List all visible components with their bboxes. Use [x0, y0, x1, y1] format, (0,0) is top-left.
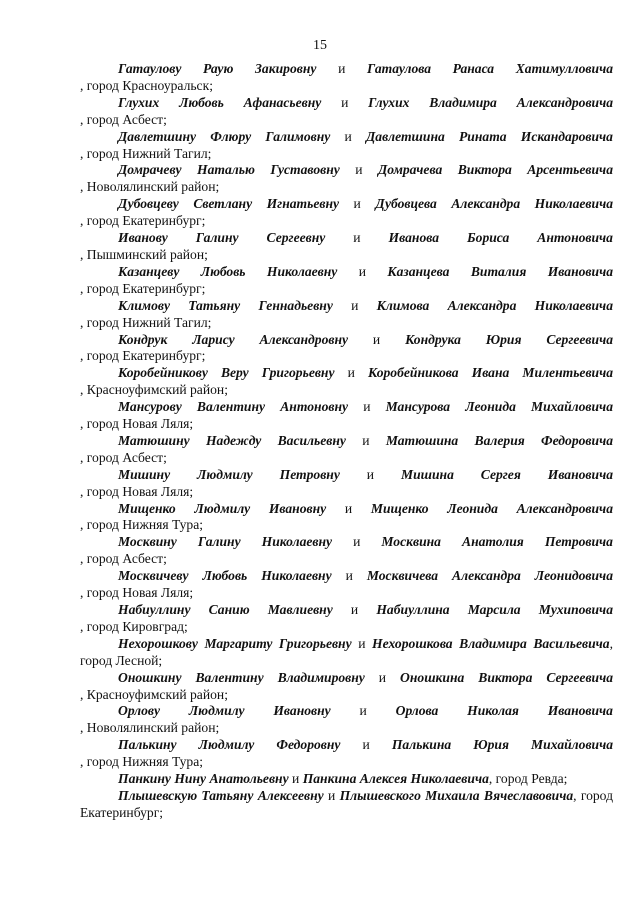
place: , город Нижняя Тура;: [80, 754, 204, 770]
conjunction: и: [332, 297, 377, 313]
list-item: [80, 264, 613, 298]
recipient-name: Гатаулову Раую Закировну: [118, 61, 317, 76]
conjunction: и: [330, 128, 366, 144]
conjunction: и: [331, 568, 367, 584]
place: , Новолялинский район;: [80, 179, 220, 195]
place: , город Новая Ляля;: [80, 585, 194, 601]
list-item: [80, 501, 613, 535]
list-item: [80, 568, 613, 602]
recipient-name: Кондрука Юрия Сергеевича: [405, 331, 613, 347]
conjunction: и: [323, 787, 340, 803]
recipient-name: Иванова Бориса Антоновича: [388, 230, 613, 246]
recipient-name: Коробейникова Ивана Милентьевича: [368, 365, 614, 381]
conjunction: и: [339, 162, 378, 178]
list-item: [80, 602, 613, 636]
list-item: [80, 771, 613, 788]
recipient-name: Москвина Анатолия Петровича: [381, 534, 613, 550]
conjunction: и: [348, 331, 406, 347]
recipient-name: Набиуллина Марсила Мухиповича: [376, 602, 613, 617]
conjunction: и: [332, 534, 382, 550]
recipient-name: Глухих Любовь Афанасьевну: [118, 94, 322, 110]
list-item: [80, 95, 613, 129]
recipient-name: Глухих Владимира Александровича: [368, 94, 614, 110]
recipient-name: Давлетшина Рината Искандаровича: [366, 128, 613, 144]
recipient-name: Мансурову Валентину Антоновну: [118, 399, 349, 415]
recipient-name: Климову Татьяну Геннадьевну: [118, 297, 333, 313]
place: , город Ревда;: [488, 771, 568, 787]
place: , город Новая Ляля;: [80, 416, 194, 432]
list-item: [80, 365, 613, 399]
conjunction: и: [332, 602, 377, 617]
list-item: [80, 162, 613, 196]
recipient-name: Панкину Нину Анатольевну: [118, 771, 289, 787]
recipient-name: Орлову Людмилу Ивановну: [118, 703, 331, 719]
place: , город Новая Ляля;: [80, 483, 194, 499]
conjunction: и: [321, 94, 369, 110]
recipient-name: Казанцева Виталия Ивановича: [387, 263, 613, 279]
place: , город Красноуральск;: [80, 77, 213, 93]
conjunction: и: [326, 500, 371, 516]
recipient-name: Орлова Николая Ивановича: [395, 703, 613, 719]
list-item: [80, 737, 613, 771]
conjunction: и: [316, 61, 367, 76]
list-item: [80, 636, 613, 670]
list-item: [80, 433, 613, 467]
list-item: [80, 534, 613, 568]
place: , город Екатеринбург;: [80, 280, 206, 296]
recipient-name: Домрачева Виктора Арсентьевича: [378, 162, 613, 178]
recipient-name: Мишину Людмилу Петровну: [118, 466, 340, 482]
recipient-name: Мищенко Леонида Александровича: [370, 500, 613, 516]
recipient-name: Давлетшину Флюру Галимовну: [118, 128, 331, 144]
conjunction: и: [345, 432, 386, 448]
recipient-name: Коробейникову Веру Григорьевну: [118, 365, 335, 381]
conjunction: и: [325, 230, 389, 246]
conjunction: и: [351, 635, 373, 651]
recipient-name: Мищенко Людмилу Ивановну: [118, 500, 327, 516]
recipient-name: Палькину Людмилу Федоровну: [118, 737, 341, 753]
recipient-name: Кондрук Ларису Александровну: [118, 331, 349, 347]
list-item: [80, 230, 613, 264]
place: , город Екатеринбург;: [80, 213, 206, 229]
recipient-name: Панкина Алексея Николаевича: [302, 771, 489, 787]
recipient-name: Нехорошкова Владимира Васильевича: [372, 635, 610, 651]
place: , город Асбест;: [80, 111, 167, 127]
recipient-name: Мишина Сергея Ивановича: [401, 466, 614, 482]
place: , город Асбест;: [80, 449, 167, 465]
recipient-name: Мансурова Леонида Михайловича: [385, 399, 613, 415]
recipient-name: Нехорошкову Маргариту Григорьевну: [118, 635, 352, 651]
list-item: [80, 788, 613, 822]
conjunction: и: [330, 703, 396, 719]
recipient-name: Палькина Юрия Михайловича: [391, 737, 614, 753]
place: , город Нижний Тагил;: [80, 314, 212, 330]
list-item: [80, 61, 613, 95]
conjunction: и: [348, 399, 386, 415]
place: , Красноуфимский район;: [80, 686, 228, 702]
conjunction: и: [364, 669, 401, 685]
award-recipients-list: [80, 61, 613, 822]
recipient-name: Казанцеву Любовь Николаевну: [118, 263, 338, 279]
conjunction: и: [334, 365, 368, 381]
recipient-name: Домрачеву Наталью Густавовну: [118, 162, 340, 178]
place: , город Нижний Тагил;: [80, 145, 212, 161]
recipient-name: Дубовцева Александра Николаевича: [375, 196, 614, 212]
list-item: [80, 196, 613, 230]
recipient-name: Климова Александра Николаевича: [376, 297, 613, 313]
conjunction: и: [339, 466, 401, 482]
place: , Новолялинский район;: [80, 720, 220, 736]
place: , город Екатеринбург;: [80, 787, 614, 820]
page-number: 15: [313, 38, 327, 53]
place: , город Кировград;: [80, 618, 188, 634]
recipient-name: Плышевского Михаила Вячеславовича: [339, 787, 574, 803]
place: , город Асбест;: [80, 551, 167, 567]
conjunction: и: [339, 196, 376, 212]
list-item: [80, 670, 613, 704]
recipient-name: Гатаулова Ранаса Хатимулловича: [366, 61, 613, 76]
recipient-name: Плышевскую Татьяну Алексеевну: [118, 787, 324, 803]
recipient-name: Матюшина Валерия Федоровича: [385, 432, 614, 448]
recipient-name: Оношкина Виктора Сергеевича: [400, 669, 614, 685]
recipient-name: Москвичева Александра Леонидовича: [366, 568, 613, 584]
recipient-name: Иванову Галину Сергеевну: [118, 230, 326, 246]
list-item: [80, 129, 613, 163]
place: , город Нижняя Тура;: [80, 517, 204, 533]
recipient-name: Дубовцеву Светлану Игнатьевну: [118, 196, 340, 212]
list-item: [80, 332, 613, 366]
conjunction: и: [337, 263, 388, 279]
place: , город Лесной;: [80, 635, 613, 668]
place: , Пышминский район;: [80, 246, 208, 262]
recipient-name: Москвичеву Любовь Николаевну: [118, 568, 332, 584]
conjunction: и: [288, 771, 303, 787]
recipient-name: Оношкину Валентину Владимировну: [118, 669, 365, 685]
list-item: [80, 298, 613, 332]
place: , Красноуфимский район;: [80, 382, 228, 398]
recipient-name: Москвину Галину Николаевну: [118, 534, 333, 550]
list-item: [80, 467, 613, 501]
place: , город Екатеринбург;: [80, 348, 206, 364]
list-item: [80, 399, 613, 433]
list-item: [80, 703, 613, 737]
recipient-name: Набиуллину Санию Мавлиевну: [118, 602, 333, 617]
recipient-name: Матюшину Надежду Васильевну: [118, 432, 346, 448]
conjunction: и: [340, 737, 392, 753]
